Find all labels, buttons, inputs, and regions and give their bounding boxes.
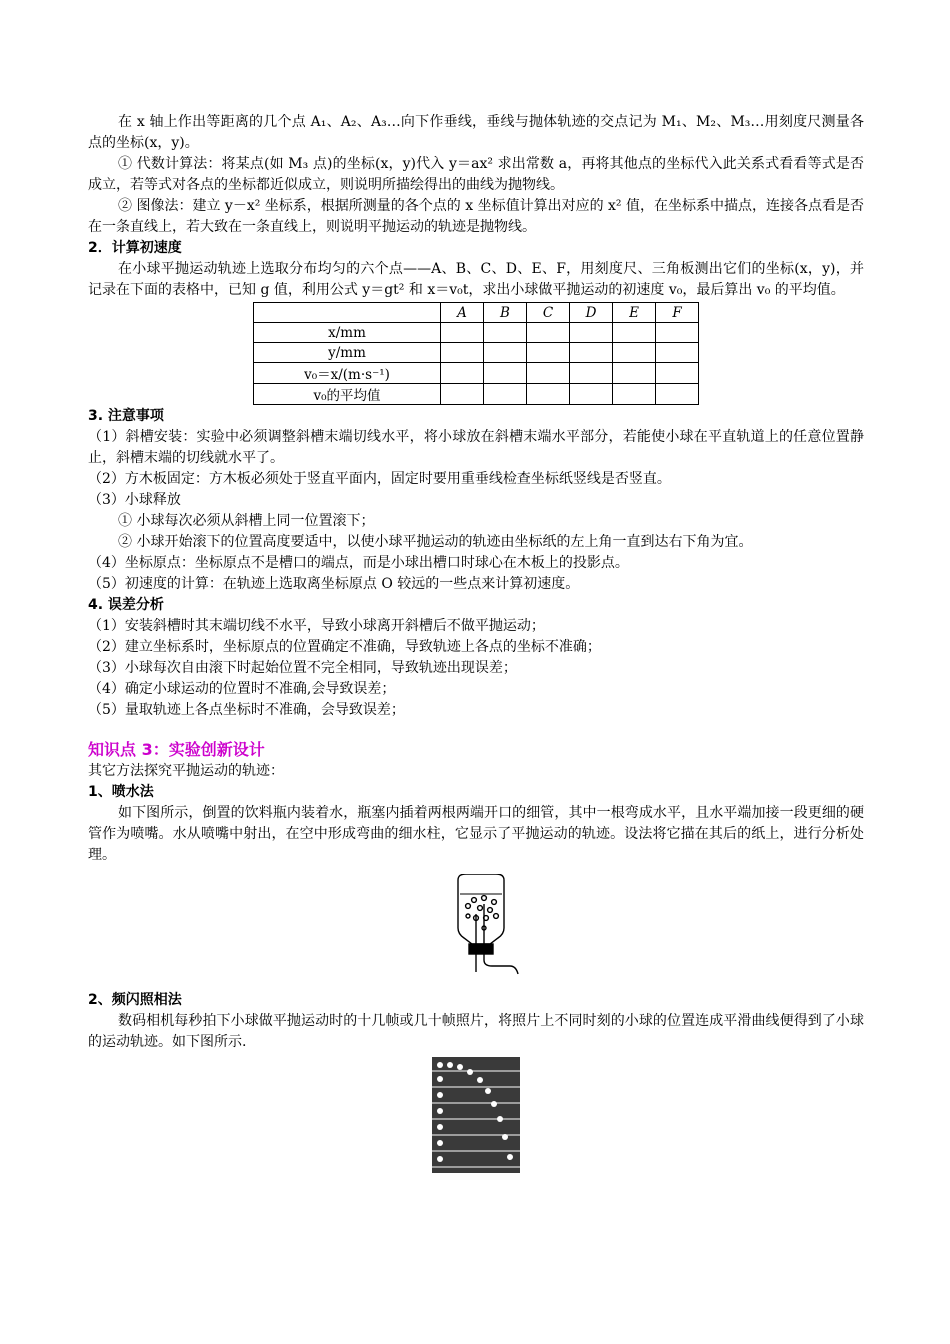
table-header-cell: A [441, 303, 484, 323]
knowledge-point-3-heading: 知识点 3：实验创新设计 [88, 740, 265, 759]
graph-method-paragraph: ② 图像法：建立 y－x² 坐标系，根据所测量的各个点的 x 坐标值计算出对应的 x² 值，在坐标系中描点，连接各点看是否在一条直线上，若大致在一条直线上，则说明平抛运动的轨迹是抛物线。 [88, 198, 864, 235]
method-1-paragraph: 如下图所示，倒置的饮料瓶内装着水，瓶塞内插着两根两端开口的细管，其中一根弯成水平，且水平端加接一段更细的硬管作为喷嘴。水从喷嘴中射出，在空中形成弯曲的细水柱，它显示了平抛运动的轨迹。设法将它描在其后的纸上，进行分析处理。 [88, 805, 864, 863]
table-header-cell: E [613, 303, 656, 323]
table-row-label: v₀＝x/(m·s⁻¹) [254, 363, 441, 384]
error-item: （1）安装斜槽时其末端切线不水平，导致小球离开斜槽后不做平抛运动； [88, 618, 545, 634]
note-subitem: ① 小球每次必须从斜槽上同一位置滚下； [118, 513, 375, 529]
note-item: （4）坐标原点：坐标原点不是槽口的端点，而是小球出槽口时球心在木板上的投影点。 [88, 555, 629, 571]
other-methods-intro: 其它方法探究平抛运动的轨迹： [88, 763, 284, 779]
note-item: （1）斜槽安装：实验中必须调整斜槽末端切线水平，将小球放在斜槽末端水平部分，若能使小球在平直轨道上的任意位置静止，斜槽末端的切线就水平了。 [88, 429, 864, 466]
algebra-method-paragraph: ① 代数计算法：将某点(如 M₃ 点)的坐标(x，y)代入 y＝ax² 求出常数 a，再将其他点的坐标代入此关系式看看等式是否成立，若等式对各点的坐标都近似成立，则说明所描绘得出的曲线为抛物线。 [88, 156, 864, 193]
error-item: （3）小球每次自由滚下时起始位置不完全相同，导致轨迹出现误差； [88, 660, 517, 676]
note-subitem: ② 小球开始滚下的位置高度要适中，以使小球平抛运动的轨迹由坐标纸的左上角一直到达右下角为宜。 [118, 534, 753, 550]
error-item: （4）确定小球运动的位置时不准确,会导致误差； [88, 681, 396, 697]
water-jet-bottle-figure [88, 874, 864, 988]
error-item: （5）量取轨迹上各点坐标时不准确，会导致误差； [88, 702, 405, 718]
error-item: （2）建立坐标系时，坐标原点的位置确定不准确，导致轨迹上各点的坐标不准确； [88, 639, 601, 655]
document-page [88, 112, 864, 1175]
data-table [253, 302, 699, 405]
method-2-paragraph: 数码相机每秒拍下小球做平抛运动时的十几帧或几十帧照片，将照片上不同时刻的小球的位置连成平滑曲线便得到了小球的运动轨迹。如下图所示. [88, 1013, 864, 1050]
table-header-cell: B [484, 303, 527, 323]
stroboscopic-photo-figure [88, 1057, 864, 1175]
section-3-heading: 3. 注意事项 [88, 408, 164, 424]
table-row [254, 384, 699, 405]
table-row-label: x/mm [254, 323, 441, 343]
table-row-label: v₀的平均值 [254, 384, 441, 405]
table-row [254, 363, 699, 384]
table-row [254, 343, 699, 363]
table-header-row [254, 303, 699, 323]
table-header-cell: F [656, 303, 699, 323]
method-2-heading: 2、频闪照相法 [88, 992, 182, 1008]
section-4-heading: 4. 误差分析 [88, 597, 164, 613]
table-header-cell: C [527, 303, 570, 323]
note-item: （5）初速度的计算：在轨迹上选取离坐标原点 O 较远的一些点来计算初速度。 [88, 576, 580, 592]
table-row [254, 323, 699, 343]
section-2-paragraph: 在小球平抛运动轨迹上选取分布均匀的六个点——A、B、C、D、E、F，用刻度尺、三角板测出它们的坐标(x，y)，并记录在下面的表格中，已知 g 值，利用公式 y＝gt² 和 x＝v₀t，求出小球做平抛运动的初速度 v₀，最后算出 v₀ 的平均值。 [88, 261, 864, 298]
method-1-heading: 1、喷水法 [88, 784, 154, 800]
note-item: （3）小球释放 [88, 492, 181, 508]
section-2-heading: 2．计算初速度 [88, 240, 182, 256]
table-row-label: y/mm [254, 343, 441, 363]
table-header-cell: D [570, 303, 613, 323]
table-corner-cell [254, 303, 441, 323]
note-item: （2）方木板固定：方木板必须处于竖直平面内，固定时要用重垂线检查坐标纸竖线是否竖直。 [88, 471, 671, 487]
intro-paragraph-1: 在 x 轴上作出等距离的几个点 A₁、A₂、A₃…向下作垂线，垂线与抛体轨迹的交点记为 M₁、M₂、M₃…用刻度尺测量各点的坐标(x，y)。 [88, 114, 864, 151]
